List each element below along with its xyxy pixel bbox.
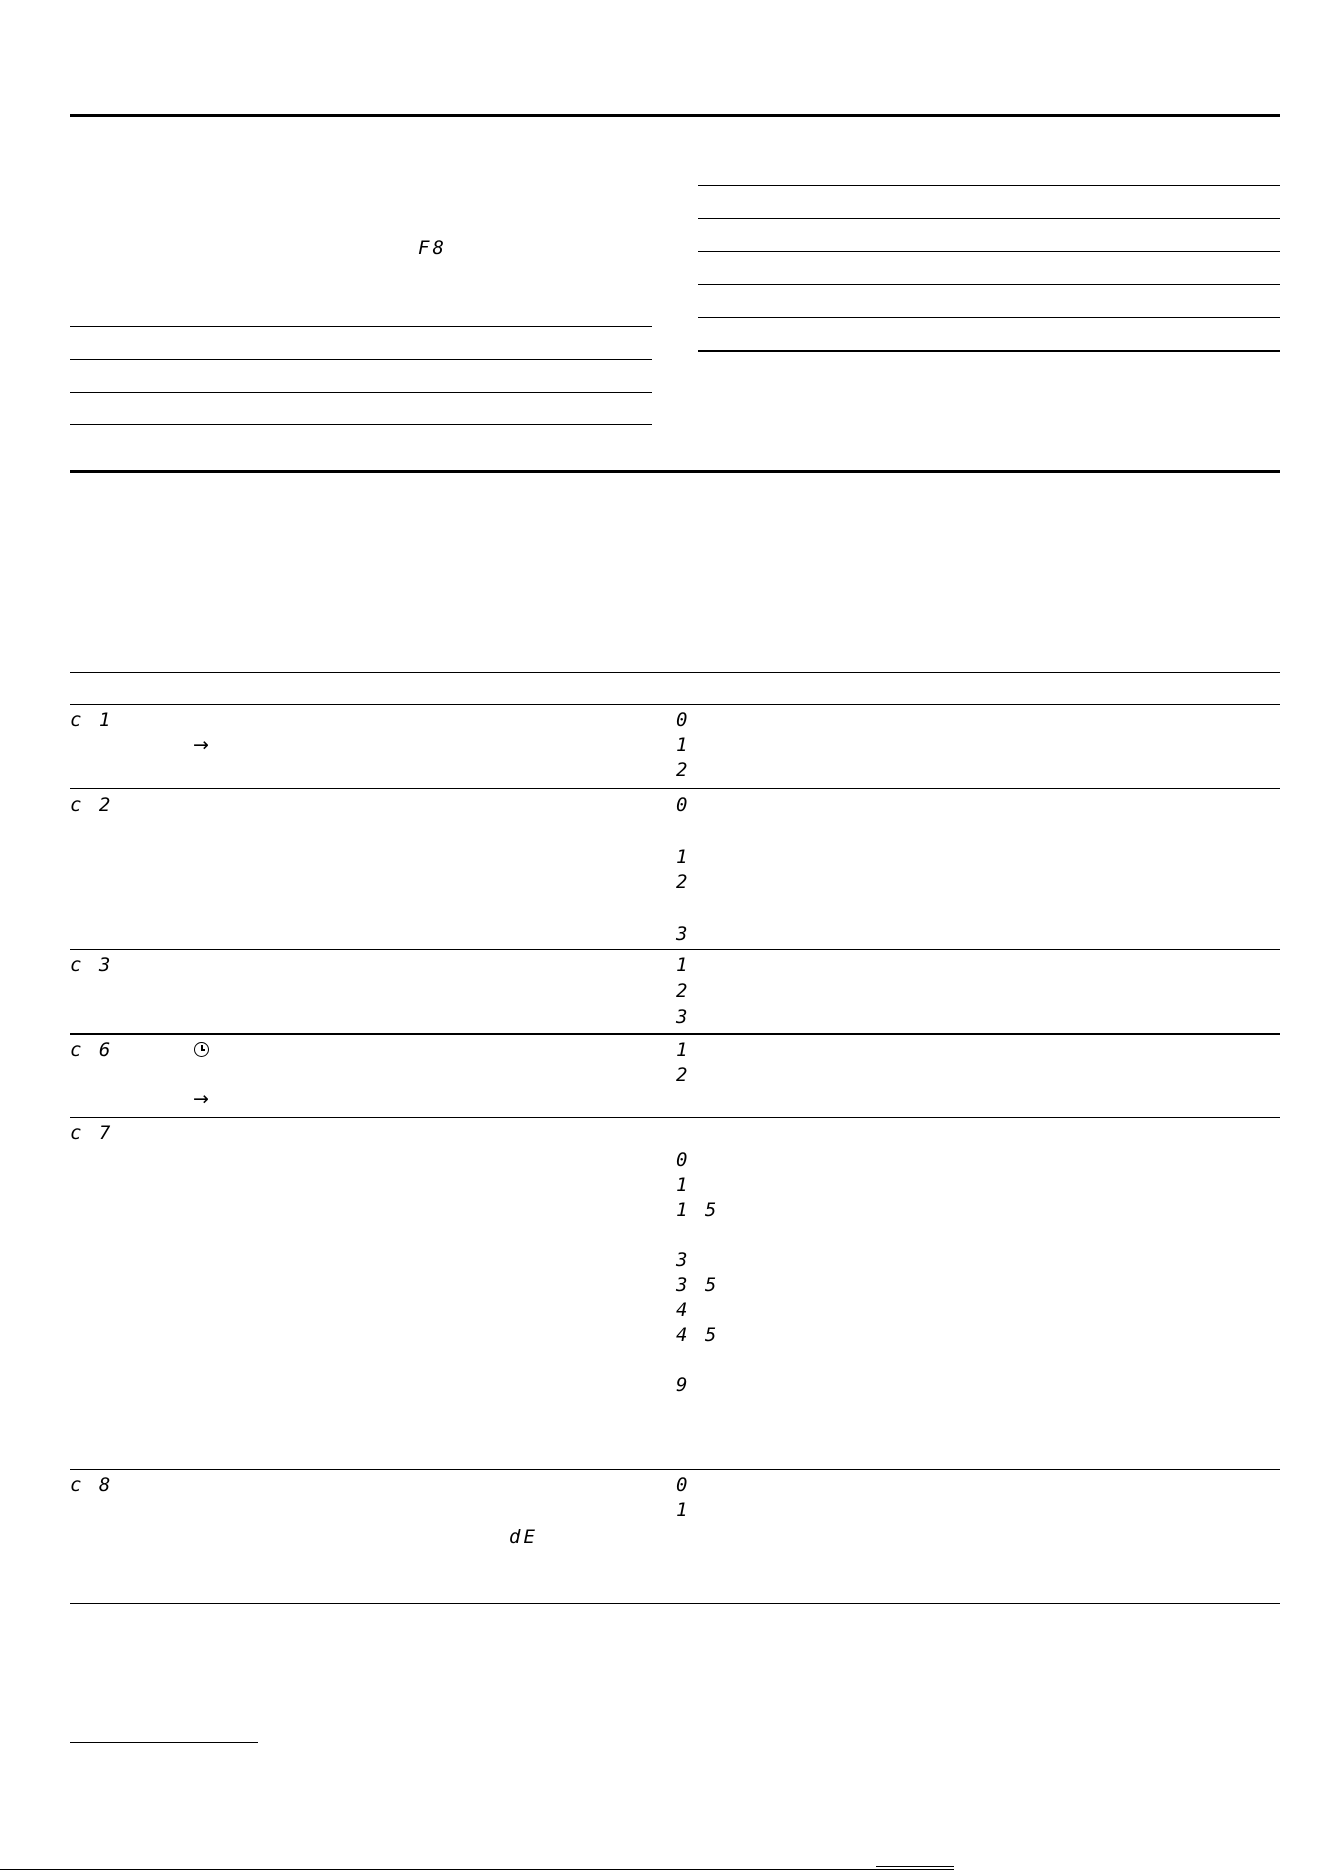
table-header-line bbox=[70, 672, 1280, 673]
setting-value: 2 bbox=[676, 871, 691, 893]
setting-value: 1 5 bbox=[676, 1199, 720, 1221]
setting-value: 4 bbox=[676, 1299, 691, 1321]
left-table-line bbox=[70, 326, 652, 327]
left-table-line bbox=[70, 392, 652, 393]
setting-code: c 8 bbox=[70, 1474, 114, 1496]
setting-value: 1 bbox=[676, 846, 691, 868]
row-divider bbox=[70, 1469, 1280, 1470]
setting-value: 1 bbox=[676, 954, 691, 976]
inline-display-code: dE bbox=[509, 1526, 538, 1548]
setting-value: 1 bbox=[676, 734, 691, 756]
setting-code: c 7 bbox=[70, 1122, 114, 1144]
setting-value: 3 bbox=[676, 1249, 691, 1271]
table-header-line bbox=[70, 704, 1280, 705]
setting-value: 2 bbox=[676, 1064, 691, 1086]
setting-value: 3 5 bbox=[676, 1274, 720, 1296]
setting-value: 0 bbox=[676, 1149, 691, 1171]
left-table-line bbox=[70, 359, 652, 360]
setting-value: 3 bbox=[676, 923, 691, 945]
right-table-line bbox=[698, 317, 1280, 318]
right-table-line bbox=[698, 284, 1280, 285]
page-bottom-line bbox=[876, 1866, 954, 1867]
table-bottom-line bbox=[70, 1603, 1280, 1604]
top-rule bbox=[70, 114, 1280, 117]
footnote-rule bbox=[70, 1742, 258, 1743]
arrow-right-icon: → bbox=[193, 734, 209, 756]
setting-value: 0 bbox=[676, 794, 691, 816]
row-divider bbox=[70, 1117, 1280, 1118]
row-divider bbox=[70, 949, 1280, 950]
right-table-line bbox=[698, 218, 1280, 219]
setting-code: c 2 bbox=[70, 794, 114, 816]
setting-code: c 3 bbox=[70, 954, 114, 976]
setting-value: 0 bbox=[676, 1474, 691, 1496]
right-table-line bbox=[698, 251, 1280, 252]
setting-value: 1 bbox=[676, 1174, 691, 1196]
setting-value: 9 bbox=[676, 1374, 691, 1396]
setting-value: 4 5 bbox=[676, 1324, 720, 1346]
setting-value: 2 bbox=[676, 980, 691, 1002]
setting-value: 1 bbox=[676, 1499, 691, 1521]
setting-value: 3 bbox=[676, 1006, 691, 1028]
page-bottom-line bbox=[0, 1869, 954, 1870]
arrow-right-icon: → bbox=[193, 1088, 209, 1110]
row-divider bbox=[70, 788, 1280, 789]
right-table-line bbox=[698, 350, 1280, 352]
error-code-display: F8 bbox=[418, 237, 447, 259]
setting-code: c 6 bbox=[70, 1039, 114, 1061]
right-table-line bbox=[698, 185, 1280, 186]
row-divider bbox=[70, 1033, 1280, 1035]
setting-value: 2 bbox=[676, 759, 691, 781]
left-table-line bbox=[70, 424, 652, 425]
setting-value: 1 bbox=[676, 1039, 691, 1061]
setting-code: c 1 bbox=[70, 709, 114, 731]
clock-icon bbox=[194, 1042, 209, 1057]
section-rule bbox=[70, 470, 1280, 473]
setting-value: 0 bbox=[676, 709, 691, 731]
